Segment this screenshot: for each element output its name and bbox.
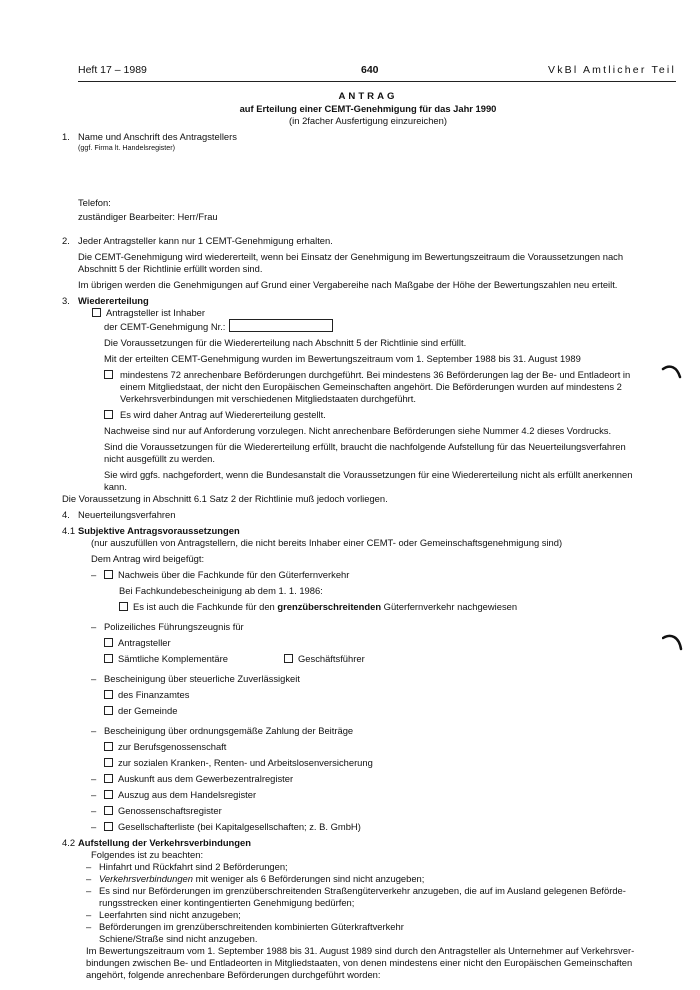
section-4 — [62, 509, 674, 521]
cooperative-register-checkbox[interactable] — [104, 806, 113, 815]
option-72-line-2: einem Mitgliedstaat, der nicht den Europäischen Gemeinschaften angehört. Die Beförderungen wurden auf mindestens 2 — [120, 381, 622, 392]
note-cross-border-2: rungsstrecken einer kontingentierten Genehmigung bedürfen; — [99, 897, 355, 908]
section-3-number: 3. — [62, 295, 70, 306]
scan-mark — [661, 362, 683, 384]
attachments-label: Dem Antrag wird beigefügt: — [91, 553, 205, 564]
option-72-checkbox[interactable] — [104, 370, 113, 379]
section-4-1-number: 4.1 — [62, 525, 76, 536]
cross-border-text-c: Güterfernverkehr nachgewiesen — [383, 601, 518, 612]
section-1 — [62, 131, 674, 223]
dash: – — [91, 805, 97, 816]
request-note-line-1: Sie wird ggfs. nachgefordert, wenn die Bundesanstalt die Voraussetzungen für eine Wiedererteilung nicht als erfüllt anerkennen — [104, 469, 633, 480]
issue-label: Heft 17 – 1989 — [78, 64, 147, 76]
evidence-note: Nachweise sind nur auf Anforderung vorzulegen. Nicht anrechenbare Beförderungen siehe Nummer 4.2 dieses Vordrucks. — [104, 425, 612, 436]
period-paragraph-2: bindungen zwischen Be- und Entladeorten in Mitgliedstaaten, von denen mindestens einer nicht den Europäischen Gemeinschaften — [86, 957, 633, 968]
section-2-line-3: Abschnitt 5 der Richtlinie erfüllt worden sind. — [78, 263, 263, 274]
dash: – — [91, 621, 97, 632]
reissue-note-line-2: nicht ausgefüllt zu werden. — [104, 453, 216, 464]
municipality-label: der Gemeinde — [118, 705, 178, 716]
form-subtitle: auf Erteilung einer CEMT-Genehmigung für das Jahr 1990 — [239, 103, 497, 114]
requirements-met-text: Die Voraussetzungen für die Wiedererteilung nach Abschnitt 5 der Richtlinie sind erfüllt. — [104, 337, 467, 348]
tax-label: Bescheinigung über steuerliche Zuverlässigkeit — [104, 673, 300, 684]
option-72-line-1: mindestens 72 anrechenbare Beförderungen durchgeführt. Bei mindestens 36 Beförderungen lag der Be- und Entladeort in — [120, 369, 631, 380]
section-2-line-4: Im übrigen werden die Genehmigungen auf Grund einer Vergabereihe nach Maßgabe der Höhe der Bewertungszahlen neu erteilt. — [78, 279, 618, 290]
dash: – — [86, 873, 92, 884]
dash: – — [91, 821, 97, 832]
trade-register-checkbox[interactable] — [104, 774, 113, 783]
period-paragraph-1: Im Bewertungszeitraum vom 1. September 1988 bis 31. August 1989 sind durch den Antragsteller als Unternehmer auf Verkehrsver- — [86, 945, 635, 956]
trade-register-label: Auskunft aus dem Gewerbezentralregister — [118, 773, 294, 784]
manager-label: Geschäftsführer — [298, 653, 365, 664]
note-combined-2: Schiene/Straße sind nicht anzugeben. — [99, 933, 258, 944]
section-2-line-1: Jeder Antragsteller kann nur 1 CEMT-Genehmigung erhalten. — [78, 235, 333, 246]
competence-checkbox[interactable] — [104, 570, 113, 579]
form-subtitle-note: (in 2facher Ausfertigung einzureichen) — [289, 115, 447, 126]
competence-label: Nachweis über die Fachkunde für den Güterfernverkehr — [118, 569, 350, 580]
section-4-2 — [62, 837, 674, 849]
tax-office-label: des Finanzamtes — [118, 689, 190, 700]
scan-mark — [662, 633, 684, 659]
applicant-name-field[interactable] — [78, 153, 674, 197]
permit-number-label: der CEMT-Genehmigung Nr.: — [104, 321, 226, 332]
dash: – — [86, 885, 92, 896]
dash: – — [91, 789, 97, 800]
section-3 — [62, 295, 674, 493]
trade-association-label: zur Berufsgenossenschaft — [118, 741, 227, 752]
cross-border-text-b: grenzüberschreitenden — [277, 601, 382, 612]
dash: – — [91, 725, 97, 736]
section-1-number: 1. — [62, 131, 70, 142]
section-4-heading: Neuerteilungsverfahren — [78, 509, 176, 520]
section-2-number: 2. — [62, 235, 70, 246]
section-4-1-heading: Subjektive Antragsvoraussetzungen — [78, 525, 240, 536]
applicant-name-hint: (ggf. Firma lt. Handelsregister) — [78, 143, 176, 152]
dash: – — [86, 921, 92, 932]
option-72-line-3: Verkehrsverbindungen mit verschiedenen Mitgliedstaaten durchgeführt. — [120, 393, 417, 404]
shareholder-list-label: Gesellschafterliste (bei Kapitalgesellschaften; z. B. GmbH) — [118, 821, 361, 832]
cross-border-text-a: Es ist auch die Fachkunde für den — [133, 601, 275, 612]
dash: – — [91, 673, 97, 684]
competence-since-label: Bei Fachkundebescheinigung ab dem 1. 1. 1986: — [119, 585, 323, 596]
municipality-checkbox[interactable] — [104, 706, 113, 715]
section-4-1 — [62, 525, 674, 537]
note-combined-1: Beförderungen im grenzüberschreitenden kombinierten Güterkraftverkehr — [99, 921, 404, 932]
clerk-label: zuständiger Bearbeiter: Herr/Frau — [78, 211, 218, 222]
reissue-note-line-1: Sind die Voraussetzungen für die Wiedererteilung erfüllt, braucht die nachfolgende Aufstellung für das Neuerteilungsverfahren — [104, 441, 626, 452]
cross-border-competence-checkbox[interactable] — [119, 602, 128, 611]
publication-title: VkBl Amtlicher Teil — [548, 64, 676, 76]
social-insurance-label: zur sozialen Kranken-, Renten- und Arbeitslosenversicherung — [118, 757, 373, 768]
applicant-label: Antragsteller — [118, 637, 171, 648]
dash: – — [91, 773, 97, 784]
tax-office-checkbox[interactable] — [104, 690, 113, 699]
note-connections: mit weniger als 6 Beförderungen sind nicht anzugeben; — [192, 873, 425, 884]
page-header — [78, 64, 676, 80]
section-4-number: 4. — [62, 509, 70, 520]
page-number: 640 — [361, 64, 379, 76]
permit-number-input[interactable] — [229, 319, 333, 332]
observe-label: Folgendes ist zu beachten: — [91, 849, 204, 860]
header-rule — [78, 81, 676, 82]
holder-label: Antragsteller ist Inhaber — [106, 307, 206, 318]
partners-label: Sämtliche Komplementäre — [118, 653, 228, 664]
dash: – — [91, 569, 97, 580]
reissue-label: Es wird daher Antrag auf Wiedererteilung gestellt. — [120, 409, 326, 420]
section-2-line-2: Die CEMT-Genehmigung wird wiedererteilt, wenn bei Einsatz der Genehmigung im Bewertungszeitraum die Voraussetzungen nach — [78, 251, 624, 262]
note-empty-runs: Leerfahrten sind nicht anzugeben; — [99, 909, 241, 920]
reissue-checkbox[interactable] — [104, 410, 113, 419]
note-connections-term: Verkehrsverbindungen — [99, 873, 193, 884]
contributions-label: Bescheinigung über ordnungsgemäße Zahlung der Beiträge — [104, 725, 354, 736]
cooperative-register-label: Genossenschaftsregister — [118, 805, 222, 816]
commercial-register-label: Auszug aus dem Handelsregister — [118, 789, 257, 800]
applicant-name-label: Name und Anschrift des Antragstellers — [78, 131, 237, 142]
section-3-heading: Wiedererteilung — [78, 295, 149, 306]
form-content — [62, 91, 674, 981]
commercial-register-checkbox[interactable] — [104, 790, 113, 799]
shareholder-list-checkbox[interactable] — [104, 822, 113, 831]
request-note-line-2: kann. — [104, 481, 127, 492]
note-cross-border-1: Es sind nur Beförderungen im grenzüberschreitenden Straßengüterverkehr anzugeben, die auf im Ausland gelegenen Beförde- — [99, 885, 626, 896]
dash: – — [86, 909, 92, 920]
police-record-label: Polizeiliches Führungszeugnis für — [104, 621, 244, 632]
partners-checkbox[interactable] — [104, 654, 113, 663]
form-title: ANTRAG — [338, 91, 398, 102]
section-4-2-heading: Aufstellung der Verkehrsverbindungen — [78, 837, 251, 848]
social-insurance-checkbox[interactable] — [104, 758, 113, 767]
requirement-6-1-note: Die Voraussetzung in Abschnitt 6.1 Satz 2 der Richtlinie muß jedoch vorliegen. — [62, 493, 388, 504]
note-return-trip: Hinfahrt und Rückfahrt sind 2 Beförderungen; — [99, 861, 288, 872]
applicant-checkbox[interactable] — [104, 638, 113, 647]
section-4-1-hint: (nur auszufüllen von Antragstellern, die nicht bereits Inhaber einer CEMT- oder Gemeinschaftsgenehmigung sind) — [91, 537, 563, 548]
phone-label: Telefon: — [78, 197, 111, 208]
trade-association-checkbox[interactable] — [104, 742, 113, 751]
period-paragraph-3: angehört, folgende anrechenbare Beförderungen durchgeführt worden: — [86, 969, 381, 980]
dash: – — [86, 861, 92, 872]
option-72-transports — [104, 369, 674, 405]
section-4-2-number: 4.2 — [62, 837, 76, 848]
option-reissue — [104, 409, 674, 421]
manager-checkbox[interactable] — [284, 654, 293, 663]
holder-checkbox[interactable] — [92, 308, 101, 317]
period-text: Mit der erteilten CEMT-Genehmigung wurden im Bewertungszeitraum vom 1. September 1988 bis 31. August 1989 — [104, 353, 581, 364]
section-2 — [62, 235, 674, 291]
